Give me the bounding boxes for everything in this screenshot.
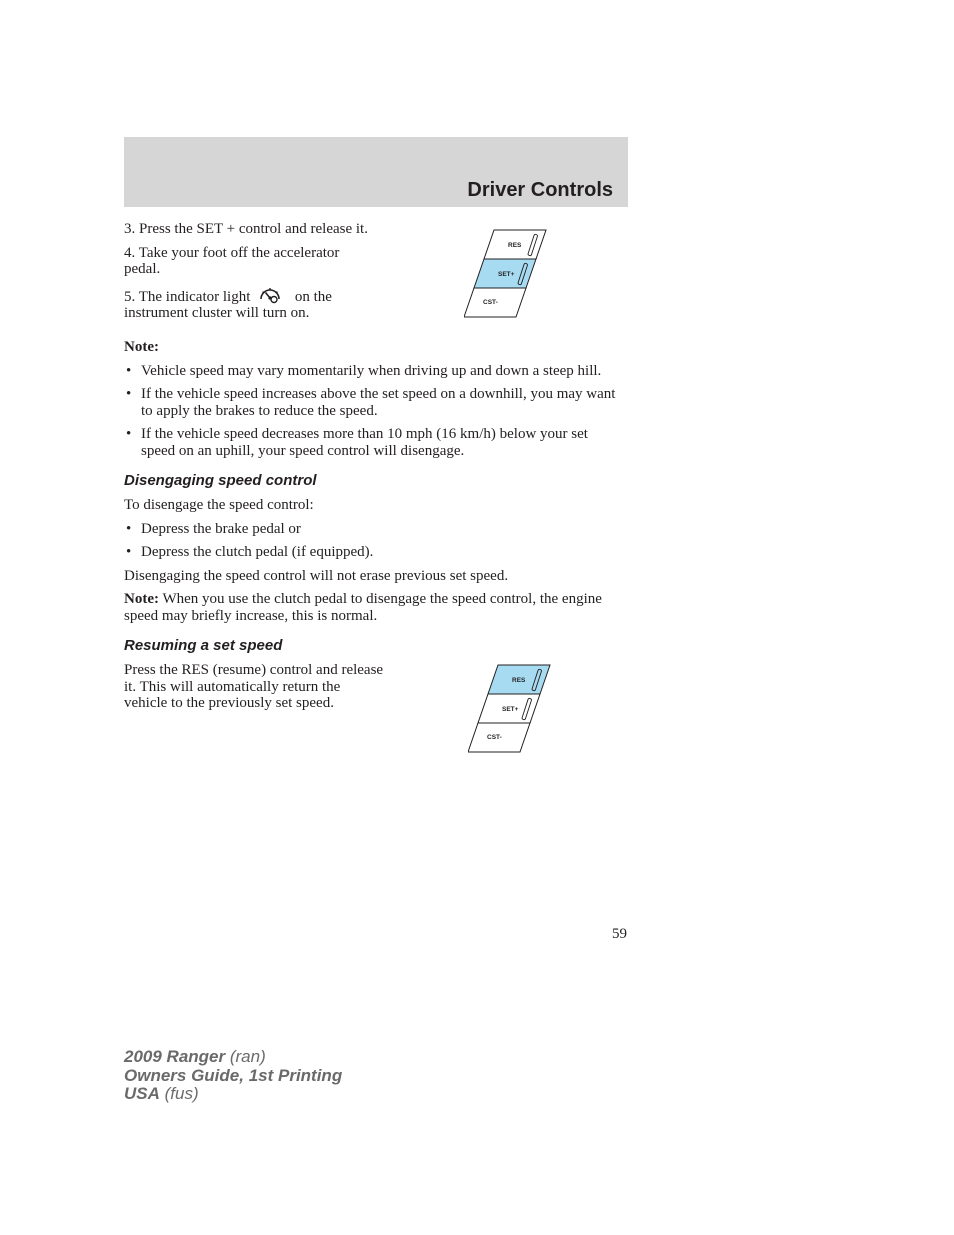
res-label: RES [508, 242, 522, 249]
speed-control-switch-set-figure [464, 227, 550, 319]
note-label: Note: [124, 339, 159, 355]
speed-control-switch-res-figure [468, 662, 554, 754]
footer-edition-info [124, 1048, 342, 1104]
page-content [124, 221, 620, 772]
list-item: • Vehicle speed may vary momentarily when driving up and down a steep hill. [124, 363, 620, 380]
disengaging-note: Note: When you use the clutch pedal to disengage the speed control, the engine speed may briefly increase, this is normal. [124, 591, 602, 624]
cst-minus-label: CST- [487, 734, 502, 741]
disengaging-intro: To disengage the speed control: [124, 497, 314, 513]
set-plus-label: SET+ [498, 271, 515, 278]
disengaging-heading: Disengaging speed control [124, 472, 317, 489]
step-3: 3. Press the SET + control and release it. [124, 221, 368, 237]
resuming-heading: Resuming a set speed [124, 637, 283, 654]
list-item: • Depress the brake pedal or [124, 521, 620, 538]
res-label: RES [512, 677, 526, 684]
resume-section [124, 662, 620, 772]
footer-line-2: Owners Guide, 1st Printing [124, 1065, 343, 1085]
list-item: • Depress the clutch pedal (if equipped). [124, 544, 620, 561]
set-speed-steps [124, 221, 620, 339]
speed-control-indicator-icon [257, 285, 283, 305]
set-plus-label: SET+ [502, 706, 519, 713]
disengaging-list [124, 521, 620, 561]
step-4: 4. Take your foot off the accelerator pedal. [124, 244, 340, 277]
page-number: 59 [612, 926, 627, 942]
list-item: • If the vehicle speed decreases more than 10 mph (16 km/h) below your set speed on an uphill, your speed control will disengage. [124, 426, 620, 459]
note-list [124, 363, 620, 460]
list-item: • If the vehicle speed increases above the set speed on a downhill, you may want to apply the brakes to reduce the speed. [124, 386, 620, 419]
section-header-band [124, 137, 628, 207]
cst-minus-label: CST- [483, 299, 498, 306]
step-5: 5. The indicator light on the instrument cluster will turn on. [124, 285, 379, 322]
footer-line-3: USA (fus) [124, 1084, 199, 1103]
disengaging-paragraph: Disengaging the speed control will not erase previous set speed. [124, 567, 509, 584]
section-title: Driver Controls [467, 179, 613, 201]
resuming-paragraph: Press the RES (resume) control and release it. This will automatically return the vehicle to the previously set speed. [124, 662, 384, 711]
footer-line-1: 2009 Ranger (ran) [124, 1047, 266, 1066]
